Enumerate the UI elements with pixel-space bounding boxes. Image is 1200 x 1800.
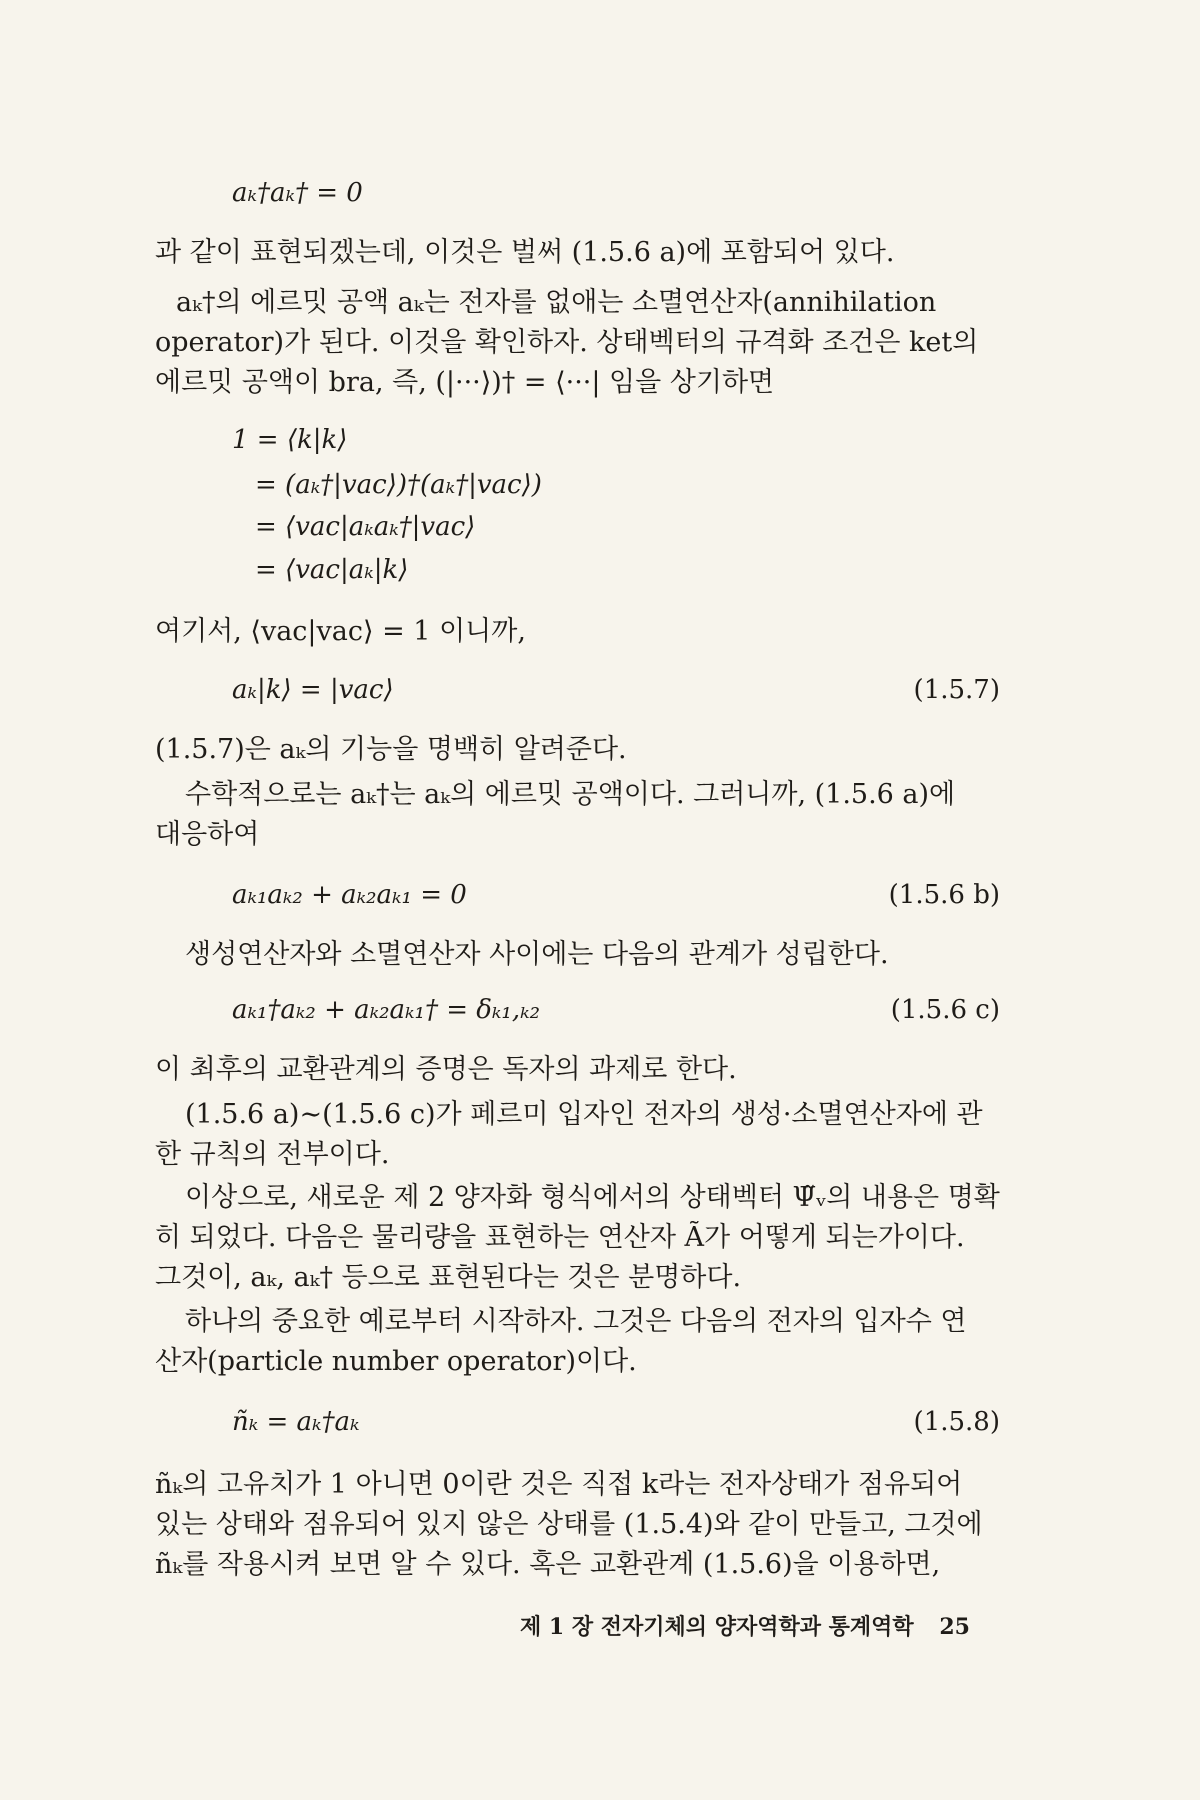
text-line: 그것이, aₖ, aₖ† 등으로 표현된다는 것은 분명하다.: [155, 1262, 742, 1293]
text-line: 수학적으로는 aₖ†는 aₖ의 에르밋 공액이다. 그러니까, (1.5.6 a)에: [185, 779, 956, 810]
text-line: 이 최후의 교환관계의 증명은 독자의 과제로 한다.: [155, 1054, 737, 1085]
equation-1-5-6c: aₖ₁†aₖ₂ + aₖ₂aₖ₁† = δₖ₁,ₖ₂: [232, 995, 540, 1025]
text-line: ñₖ의 고유치가 1 아니면 0이란 것은 직접 k라는 전자상태가 점유되어: [155, 1469, 963, 1500]
text-line: 여기서, ⟨vac|vac⟩ = 1 이니까,: [155, 616, 526, 647]
equation-line: aₖ†aₖ† = 0: [232, 178, 363, 208]
text-line: 이상으로, 새로운 제 2 양자화 형식에서의 상태벡터 Ψ̃ᵥ의 내용은 명확: [185, 1182, 1000, 1213]
text-line: 있는 상태와 점유되어 있지 않은 상태를 (1.5.4)와 같이 만들고, 그것에: [155, 1509, 983, 1540]
text-line: 대응하여: [155, 819, 260, 850]
equation-number: (1.5.6 c): [890, 995, 1000, 1025]
running-footer: [520, 1610, 970, 1641]
equation-number: (1.5.6 b): [888, 880, 1000, 910]
equation-1-5-7: aₖ|k⟩ = |vac⟩: [232, 675, 394, 705]
text-line: (1.5.7)은 aₖ의 기능을 명백히 알려준다.: [155, 734, 627, 765]
chapter-title: 제 1 장 전자기체의 양자역학과 통계역학: [520, 1614, 914, 1640]
text-line: 과 같이 표현되겠는데, 이것은 벌써 (1.5.6 a)에 포함되어 있다.: [155, 237, 895, 268]
text-line: ñₖ를 작용시켜 보면 알 수 있다. 혹은 교환관계 (1.5.6)을 이용하면,: [155, 1549, 941, 1580]
equation-number: (1.5.7): [913, 675, 1000, 705]
text-line: 한 규칙의 전부이다.: [155, 1139, 390, 1170]
equation-1-5-6b: aₖ₁aₖ₂ + aₖ₂aₖ₁ = 0: [232, 880, 467, 910]
text-line: (1.5.6 a)∼(1.5.6 c)가 페르미 입자인 전자의 생성·소멸연산자에 관: [185, 1099, 983, 1130]
text-line: operator)가 된다. 이것을 확인하자. 상태벡터의 규격화 조건은 ket의: [155, 327, 979, 358]
text-line: 에르밋 공액이 bra, 즉, (|···⟩)† = ⟨···| 임을 상기하면: [155, 367, 775, 398]
page-number: 25: [939, 1614, 970, 1640]
math-line: = ⟨vac|aₖaₖ†|vac⟩: [255, 512, 476, 542]
math-line: = ⟨vac|aₖ|k⟩: [255, 555, 409, 585]
equation-number: (1.5.8): [913, 1407, 1000, 1437]
text-line: 생성연산자와 소멸연산자 사이에는 다음의 관계가 성립한다.: [185, 939, 889, 970]
text-line: 산자(particle number operator)이다.: [155, 1346, 637, 1377]
equation-1-5-8: ñₖ = aₖ†aₖ: [232, 1407, 360, 1437]
text-line: 히 되었다. 다음은 물리량을 표현하는 연산자 Ã가 어떻게 되는가이다.: [155, 1222, 965, 1253]
text-line: 하나의 중요한 예로부터 시작하자. 그것은 다음의 전자의 입자수 연: [185, 1306, 967, 1337]
math-line: 1 = ⟨k|k⟩: [232, 425, 348, 455]
math-line: = (aₖ†|vac⟩)†(aₖ†|vac⟩): [255, 470, 542, 500]
text-line: aₖ†의 에르밋 공액 aₖ는 전자를 없애는 소멸연산자(annihilation: [176, 287, 937, 318]
